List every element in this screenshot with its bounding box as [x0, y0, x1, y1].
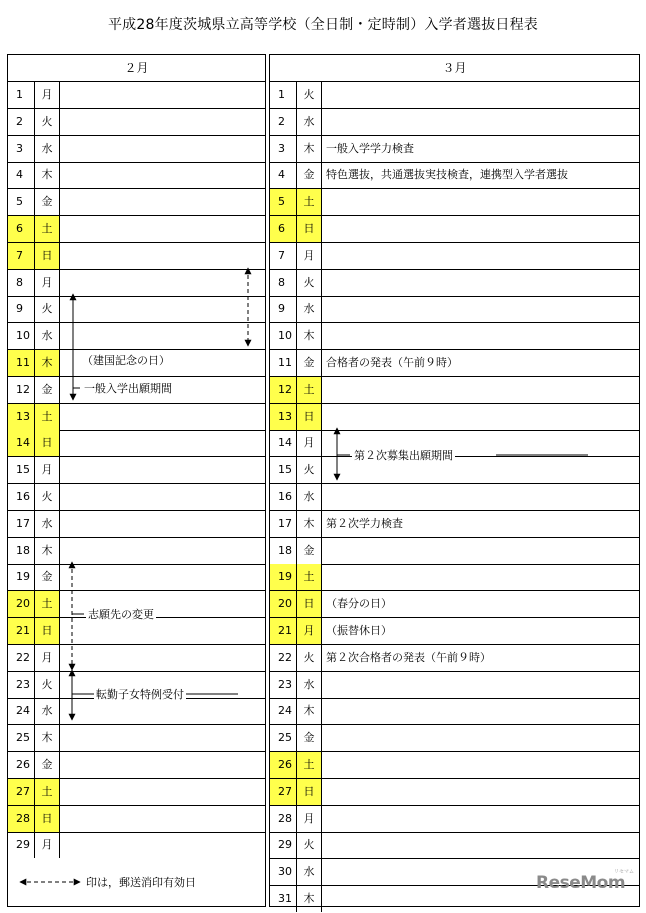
day-event [323, 404, 639, 430]
day-number: 28 [8, 806, 35, 832]
day-number: 5 [8, 189, 35, 215]
day-of-week: 火 [297, 82, 322, 108]
day-number: 16 [8, 484, 35, 510]
second-application-label: 第２次募集出願期間 [354, 449, 453, 462]
day-of-week: 日 [35, 243, 60, 269]
resemom-logo: ReseMom [536, 873, 626, 893]
day-of-week: 月 [35, 270, 60, 296]
day-of-week: 水 [297, 296, 322, 322]
day-event [323, 216, 639, 242]
day-of-week: 火 [297, 270, 322, 296]
february-day-row [8, 296, 265, 323]
day-of-week: 火 [35, 484, 60, 510]
day-event [61, 136, 265, 162]
march-day-row [270, 752, 639, 779]
day-number: 6 [8, 216, 35, 242]
day-event [323, 725, 639, 751]
february-day-row [8, 323, 265, 350]
day-number: 4 [8, 162, 35, 188]
day-number: 1 [8, 82, 35, 108]
day-number: 26 [8, 752, 35, 778]
day-event [61, 270, 265, 296]
day-of-week: 木 [35, 538, 60, 564]
day-number: 20 [8, 591, 35, 617]
day-event [323, 377, 639, 403]
day-of-week: 木 [35, 725, 60, 751]
day-number: 17 [8, 511, 35, 537]
day-event [323, 109, 639, 135]
day-number: 24 [270, 698, 297, 724]
day-of-week: 水 [35, 323, 60, 349]
day-of-week: 金 [297, 350, 322, 376]
march-day-row [270, 323, 639, 350]
day-event [323, 189, 639, 215]
day-number: 29 [270, 832, 297, 858]
day-event [61, 243, 265, 269]
day-number: 21 [270, 618, 297, 644]
day-number: 10 [8, 323, 35, 349]
february-day-row [8, 484, 265, 511]
day-number: 29 [8, 832, 35, 858]
march-day-row [270, 404, 639, 431]
day-number: 8 [8, 270, 35, 296]
day-of-week: 月 [297, 430, 322, 456]
resemom-logo-small: リセマム [614, 869, 634, 875]
day-event [61, 189, 265, 215]
day-event [323, 672, 639, 698]
day-of-week: 土 [35, 591, 60, 617]
day-of-week: 日 [35, 618, 60, 644]
day-number: 31 [270, 886, 297, 912]
march-day-row [270, 136, 639, 163]
february-day-row [8, 752, 265, 779]
day-number: 12 [8, 377, 35, 403]
day-of-week: 土 [297, 189, 322, 215]
day-of-week: 土 [35, 216, 60, 242]
day-number: 1 [270, 82, 297, 108]
march-day-row [270, 109, 639, 136]
day-number: 7 [8, 243, 35, 269]
day-of-week: 月 [35, 832, 60, 858]
page-title: 平成28年度茨城県立高等学校（全日制・定時制）入学者選抜日程表 [107, 17, 538, 33]
general-application-label: 一般入学出願期間 [84, 382, 172, 395]
transfer-special-label: 転勤子女特例受付 [96, 688, 184, 701]
march-day-row [270, 591, 639, 618]
day-number: 8 [270, 270, 297, 296]
day-event [323, 698, 639, 724]
march-day-row [270, 698, 639, 725]
day-event [61, 484, 265, 510]
day-number: 27 [270, 779, 297, 805]
march-day-row [270, 538, 639, 565]
day-of-week: 月 [35, 457, 60, 483]
day-event [323, 564, 639, 590]
change-school-label: 志願先の変更 [88, 608, 154, 621]
day-of-week: 月 [297, 618, 322, 644]
day-of-week: 日 [297, 216, 322, 242]
day-number: 14 [270, 430, 297, 456]
march-day-row [270, 511, 639, 538]
day-event [61, 511, 265, 537]
day-event [61, 404, 265, 430]
day-number: 18 [8, 538, 35, 564]
day-event: 合格者の発表（午前９時） [326, 356, 458, 369]
day-event [61, 564, 265, 590]
day-event: 第２次学力検査 [326, 516, 403, 530]
day-of-week: 水 [35, 511, 60, 537]
day-event [323, 538, 639, 564]
february-day-row [8, 538, 265, 565]
day-of-week: 火 [297, 645, 322, 671]
day-event [61, 806, 265, 832]
day-number: 26 [270, 752, 297, 778]
march-day-row [270, 296, 639, 323]
day-of-week: 月 [297, 243, 322, 269]
day-of-week: 金 [35, 377, 60, 403]
day-of-week: 土 [297, 377, 322, 403]
day-number: 22 [270, 645, 297, 671]
day-number: 20 [270, 591, 297, 617]
day-of-week: 土 [297, 564, 322, 590]
day-of-week: 金 [297, 538, 322, 564]
day-of-week: 水 [297, 484, 322, 510]
february-day-row [8, 457, 265, 484]
day-of-week: 日 [297, 591, 322, 617]
day-of-week: 土 [35, 404, 60, 430]
day-of-week: 火 [35, 672, 60, 698]
day-event [323, 484, 639, 510]
february-day-row [8, 189, 265, 216]
day-event [323, 806, 639, 832]
day-number: 30 [270, 859, 297, 885]
day-of-week: 水 [297, 859, 322, 885]
day-number: 2 [8, 109, 35, 135]
day-event [323, 832, 639, 858]
day-number: 9 [8, 296, 35, 322]
day-of-week: 金 [35, 189, 60, 215]
day-event [61, 430, 265, 456]
february-day-row [8, 243, 265, 270]
day-number: 3 [8, 136, 35, 162]
day-number: 23 [8, 672, 35, 698]
day-event [323, 779, 639, 805]
day-event [61, 457, 265, 483]
march-day-row [270, 82, 639, 109]
day-number: 13 [8, 404, 35, 430]
march-day-row [270, 779, 639, 806]
day-number: 11 [8, 350, 35, 376]
day-event [323, 323, 639, 349]
day-event [323, 270, 639, 296]
day-number: 25 [8, 725, 35, 751]
day-of-week: 木 [297, 136, 322, 162]
day-of-week: 水 [35, 136, 60, 162]
day-of-week: 火 [297, 457, 322, 483]
day-event [61, 779, 265, 805]
february-day-row [8, 136, 265, 163]
march-day-row [270, 162, 639, 189]
march-day-row [270, 832, 639, 859]
day-number: 10 [270, 323, 297, 349]
day-of-week: 金 [35, 564, 60, 590]
day-of-week: 土 [297, 752, 322, 778]
day-event: 第２次合格者の発表（午前９時） [326, 650, 491, 664]
day-event [61, 323, 265, 349]
day-of-week: 火 [297, 832, 322, 858]
february-day-row [8, 162, 265, 189]
march-table [269, 54, 640, 907]
day-of-week: 月 [297, 806, 322, 832]
march-day-row [270, 243, 639, 270]
day-of-week: 月 [35, 645, 60, 671]
day-event: （振替休日） [326, 624, 392, 637]
day-number: 27 [8, 779, 35, 805]
day-of-week: 木 [297, 511, 322, 537]
february-day-row [8, 806, 265, 833]
day-of-week: 水 [297, 109, 322, 135]
day-number: 28 [270, 806, 297, 832]
february-day-row [8, 216, 265, 243]
day-of-week: 日 [35, 430, 60, 456]
day-number: 13 [270, 404, 297, 430]
day-number: 12 [270, 377, 297, 403]
february-day-row [8, 779, 265, 806]
day-event [61, 216, 265, 242]
day-number: 15 [8, 457, 35, 483]
february-day-row [8, 618, 265, 645]
day-event [61, 832, 265, 858]
day-event: 特色選抜，共通選抜実技検査，連携型入学者選抜 [326, 168, 568, 182]
day-of-week: 金 [297, 162, 322, 188]
day-number: 21 [8, 618, 35, 644]
march-day-row [270, 189, 639, 216]
day-event: （春分の日） [326, 597, 392, 611]
march-header: ３月 [270, 55, 639, 82]
day-of-week: 日 [297, 779, 322, 805]
day-of-week: 木 [297, 698, 322, 724]
day-event [61, 82, 265, 108]
day-number: 5 [270, 189, 297, 215]
day-number: 23 [270, 672, 297, 698]
february-day-row [8, 645, 265, 672]
day-of-week: 日 [35, 806, 60, 832]
day-number: 15 [270, 457, 297, 483]
day-event [61, 698, 265, 724]
february-day-row [8, 109, 265, 136]
march-day-row [270, 672, 639, 699]
march-day-row [270, 350, 639, 377]
day-of-week: 日 [297, 404, 322, 430]
february-day-row [8, 511, 265, 538]
legend-text: 印は，郵送消印有効日 [86, 876, 196, 889]
day-number: 7 [270, 243, 297, 269]
day-of-week: 水 [35, 698, 60, 724]
day-of-week: 水 [297, 672, 322, 698]
day-event [61, 538, 265, 564]
day-number: 6 [270, 216, 297, 242]
day-event: 一般入学学力検査 [326, 141, 414, 155]
february-table [7, 54, 266, 907]
day-number: 22 [8, 645, 35, 671]
day-event [61, 725, 265, 751]
day-number: 11 [270, 350, 297, 376]
day-number: 19 [270, 564, 297, 590]
day-of-week: 金 [35, 752, 60, 778]
day-number: 14 [8, 430, 35, 456]
day-number: 9 [270, 296, 297, 322]
march-day-row [270, 216, 639, 243]
day-number: 2 [270, 109, 297, 135]
day-of-week: 火 [35, 109, 60, 135]
march-day-row [270, 270, 639, 297]
day-number: 19 [8, 564, 35, 590]
day-number: 17 [270, 511, 297, 537]
february-day-row [8, 564, 265, 591]
day-event [61, 645, 265, 671]
february-day-row [8, 430, 265, 457]
day-of-week: 火 [35, 296, 60, 322]
march-day-row [270, 645, 639, 672]
day-event [61, 752, 265, 778]
day-of-week: 金 [297, 725, 322, 751]
march-day-row [270, 484, 639, 511]
day-of-week: 木 [297, 323, 322, 349]
day-event [61, 109, 265, 135]
day-event [323, 82, 639, 108]
february-header: ２月 [8, 55, 265, 82]
day-of-week: 木 [35, 350, 60, 376]
day-event [323, 752, 639, 778]
day-event [61, 162, 265, 188]
day-number: 25 [270, 725, 297, 751]
march-day-row [270, 618, 639, 645]
day-number: 24 [8, 698, 35, 724]
february-day-row [8, 832, 265, 859]
march-day-row [270, 377, 639, 404]
february-day-row [8, 404, 265, 431]
day-of-week: 木 [35, 162, 60, 188]
february-day-row [8, 698, 265, 725]
day-of-week: 月 [35, 82, 60, 108]
day-of-week: 木 [297, 886, 322, 912]
february-day-row [8, 270, 265, 297]
day-number: 3 [270, 136, 297, 162]
march-day-row [270, 806, 639, 833]
march-day-row [270, 564, 639, 591]
february-day-row [8, 725, 265, 752]
february-day-row [8, 82, 265, 109]
day-of-week: 土 [35, 779, 60, 805]
day-event [61, 296, 265, 322]
day-event [323, 296, 639, 322]
day-number: 4 [270, 162, 297, 188]
day-event [323, 243, 639, 269]
day-number: 16 [270, 484, 297, 510]
day-number: 18 [270, 538, 297, 564]
founding-day-label: （建国記念の日） [82, 354, 170, 367]
march-day-row [270, 725, 639, 752]
